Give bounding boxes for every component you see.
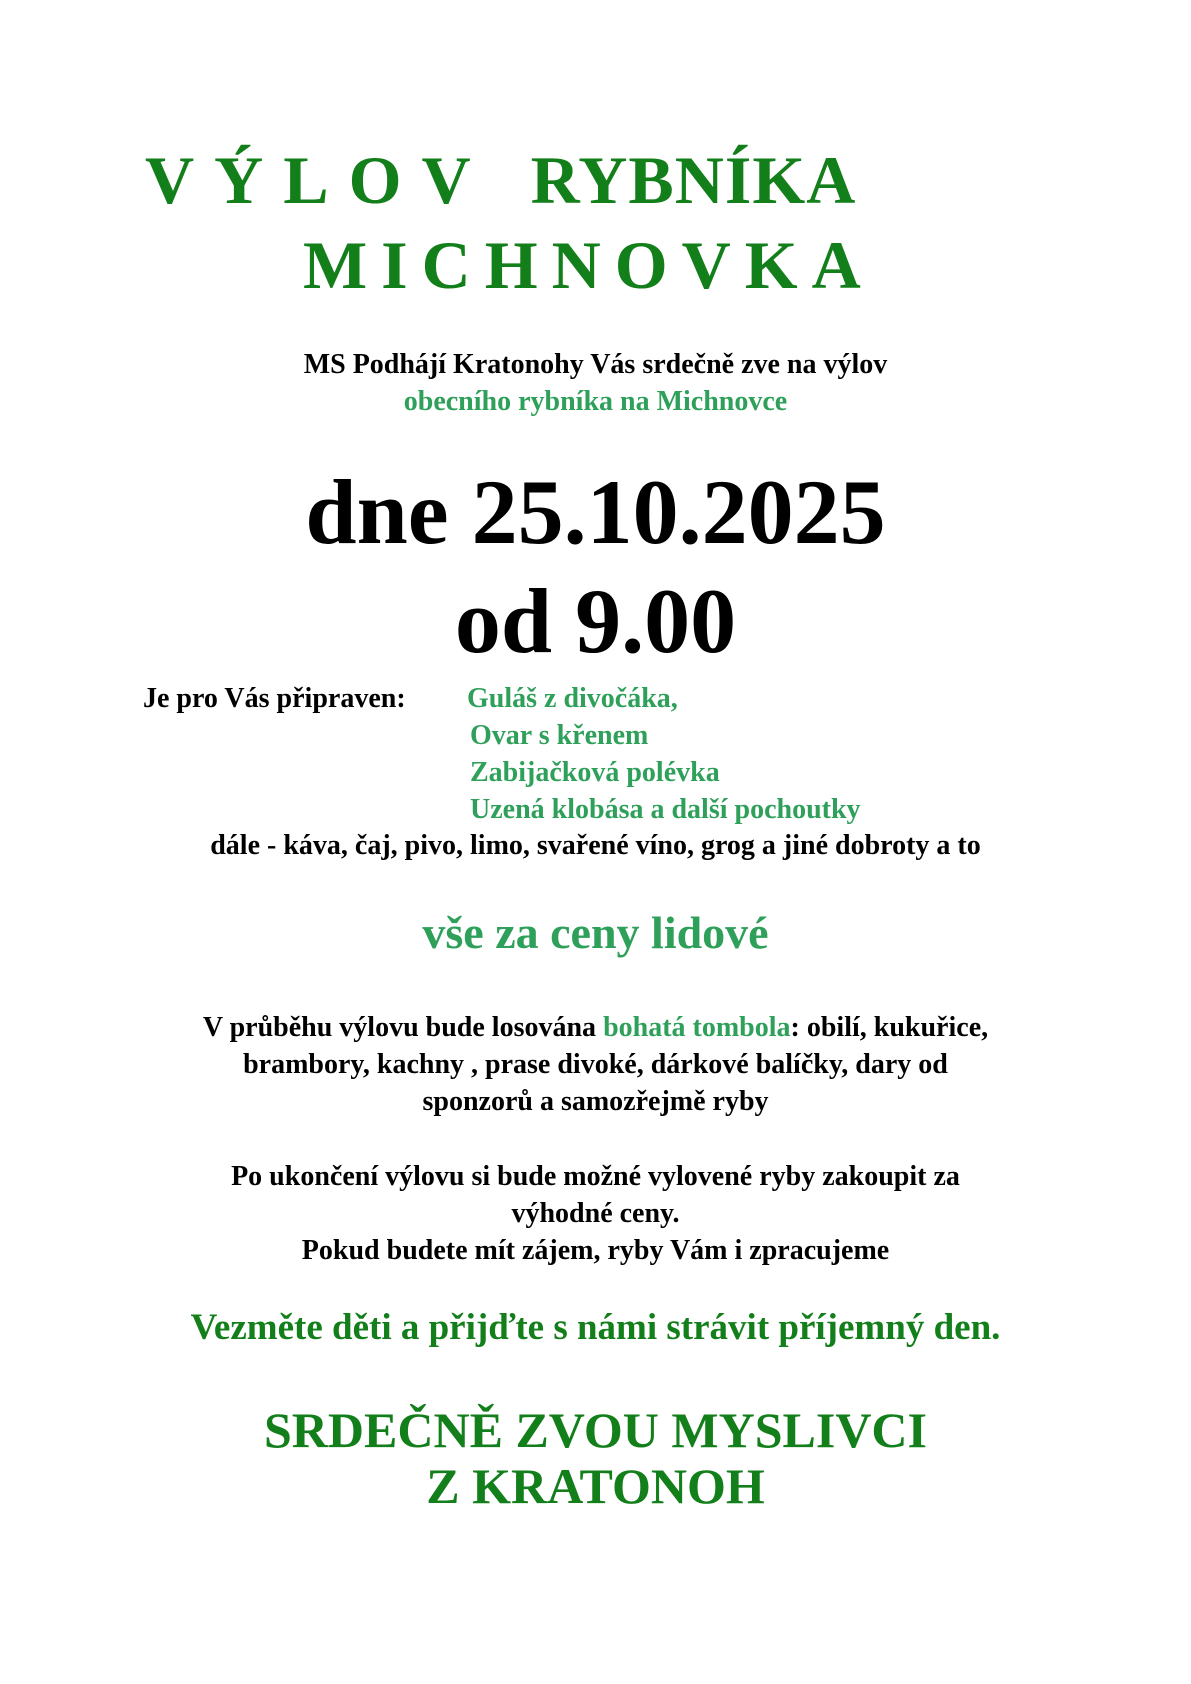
- event-time: od 9.00: [454, 570, 737, 672]
- after-fishing-paragraph: [0, 1158, 1191, 1269]
- after-fishing-line-2: výhodné ceny.: [511, 1198, 680, 1229]
- tombola-highlight: bohatá tombola: [603, 1012, 791, 1043]
- menu-item: Ovar s křenem: [470, 720, 649, 751]
- after-fishing-line-3: Pokud budete mít zájem, ryby Vám i zpracujeme: [301, 1235, 890, 1266]
- invite-line: Vezměte děti a přijďte s námi strávit příjemný den.: [190, 1307, 1001, 1348]
- tombola-text-after: : obilí, kukuřice,: [790, 1012, 989, 1043]
- title-word-vylov: VÝLOV: [145, 142, 491, 218]
- tombola-line-2: brambory, kachny , prase divoké, dárkové balíčky, dary od: [243, 1049, 948, 1080]
- footer-line-1: SRDEČNĚ ZVOU MYSLIVCI: [264, 1402, 927, 1458]
- title-line-1: [145, 140, 856, 220]
- prices-heading: vše za ceny lidové: [422, 907, 769, 958]
- tombola-text-before: V průběhu výlovu bude losována: [202, 1012, 604, 1043]
- tombola-line-1: [0, 1009, 1191, 1046]
- tombola-line-3: sponzorů a samozřejmě ryby: [422, 1086, 769, 1117]
- footer-signature: [0, 1402, 1191, 1514]
- title-line-2: MICHNOVKA: [303, 227, 875, 303]
- menu-item: Zabijačková polévka: [470, 757, 720, 788]
- title-word-rybnika: RYBNÍKA: [530, 142, 857, 218]
- footer-line-2: Z KRATONOH: [426, 1458, 765, 1514]
- after-fishing-line-1: Po ukončení výlovu si bude možné vylovené ryby zakoupit za: [231, 1161, 960, 1192]
- menu-item: Uzená klobása a další pochoutky: [470, 794, 861, 825]
- intro-line-1: MS Podhájí Kratonohy Vás srdečně zve na výlov: [303, 349, 888, 380]
- menu-item: Guláš z divočáka,: [467, 683, 678, 714]
- event-date: dne 25.10.2025: [305, 461, 886, 563]
- intro-line-2: obecního rybníka na Michnovce: [403, 386, 788, 417]
- tombola-paragraph: [0, 1009, 1191, 1120]
- drinks-line: dále - káva, čaj, pivo, limo, svařené víno, grog a jiné dobroty a to: [210, 830, 981, 861]
- menu-list: [467, 680, 861, 828]
- menu-label: Je pro Vás připraven:: [143, 683, 406, 714]
